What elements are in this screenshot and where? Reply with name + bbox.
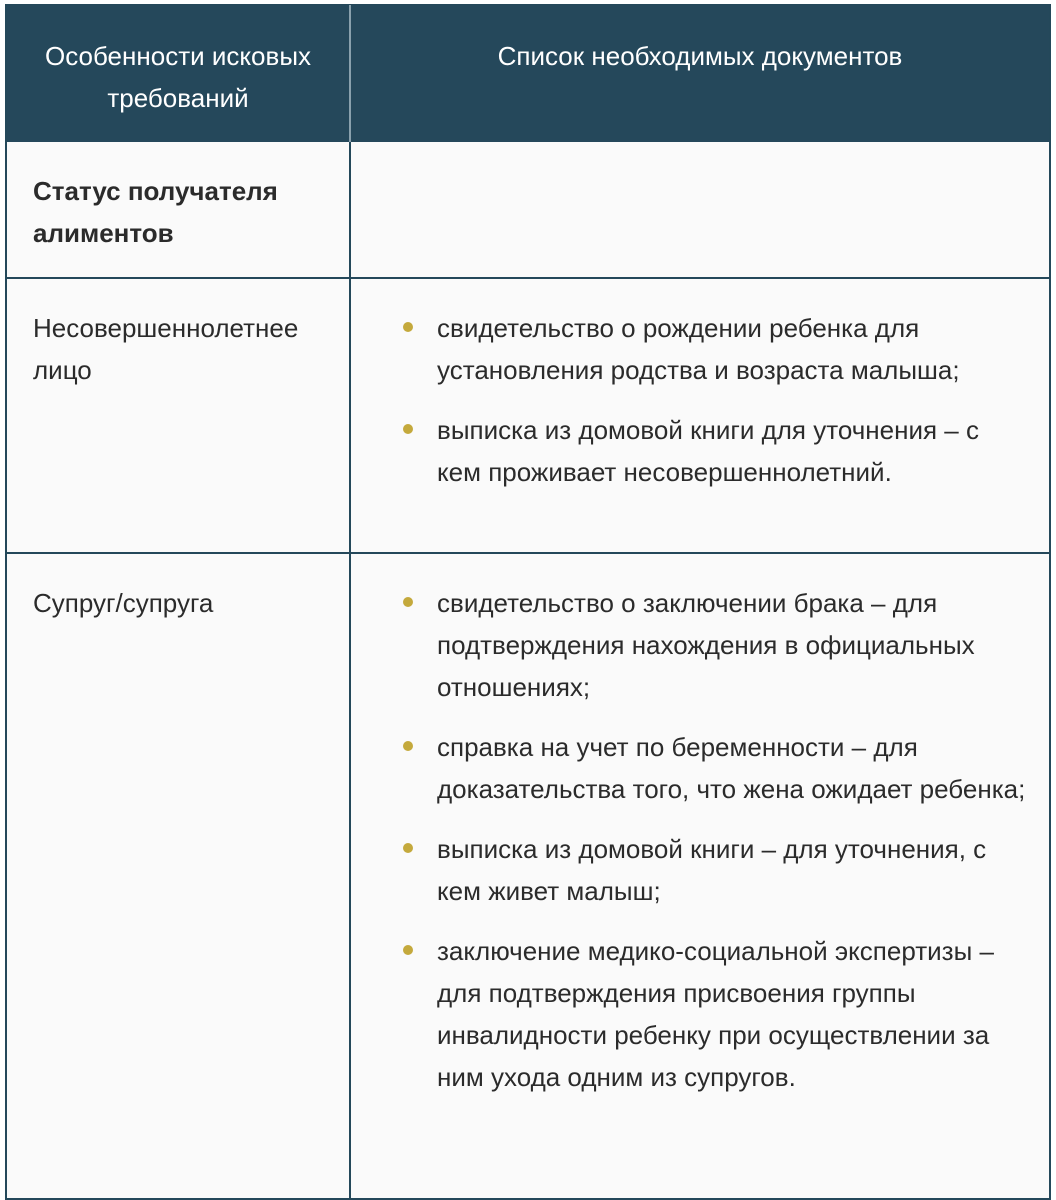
list-item — [377, 930, 1029, 1098]
list-item — [377, 828, 1029, 912]
row-label-spouse: Супруг/супруга — [33, 588, 214, 618]
row-docs-cell — [351, 554, 1049, 1200]
section-label: Статус получателя алиментов — [33, 176, 278, 248]
section-label-cell — [7, 142, 351, 279]
bullet-icon — [403, 843, 413, 853]
row-label-minor: Несовершеннолетнее лицо — [33, 313, 299, 385]
list-item-text: справка на учет по беременности – для доказательства того, что жена ожидает ребенка; — [437, 732, 1026, 804]
docs-list-spouse — [377, 582, 1029, 1098]
row-docs-cell — [351, 279, 1049, 554]
bullet-icon — [403, 741, 413, 751]
list-item — [377, 726, 1029, 810]
row-label-cell — [7, 554, 351, 1200]
documents-table — [5, 4, 1051, 1200]
list-item — [377, 307, 1029, 391]
bullet-icon — [403, 424, 413, 434]
list-item-text: выписка из домовой книги для уточнения – с кем проживает несовершеннолетний. — [437, 415, 979, 487]
section-empty-cell — [351, 142, 1049, 279]
docs-list-minor — [377, 307, 1029, 493]
header-documents: Список необходимых документов — [351, 5, 1049, 142]
bullet-icon — [403, 597, 413, 607]
list-item — [377, 582, 1029, 708]
list-item-text: свидетельство о рождении ребенка для установления родства и возраста малыша; — [437, 313, 960, 385]
row-label-cell — [7, 279, 351, 554]
header-requirements: Особенности исковых требований — [7, 5, 351, 142]
bullet-icon — [403, 945, 413, 955]
list-item-text: свидетельство о заключении брака – для подтверждения нахождения в официальных отношениях; — [437, 588, 975, 702]
bullet-icon — [403, 322, 413, 332]
list-item-text: заключение медико-социальной экспертизы – для подтверждения присвоения группы инвалидности ребенку при осуществлении за ним ухода одним из супругов. — [437, 936, 994, 1092]
list-item — [377, 409, 1029, 493]
list-item-text: выписка из домовой книги – для уточнения, с кем живет малыш; — [437, 834, 987, 906]
